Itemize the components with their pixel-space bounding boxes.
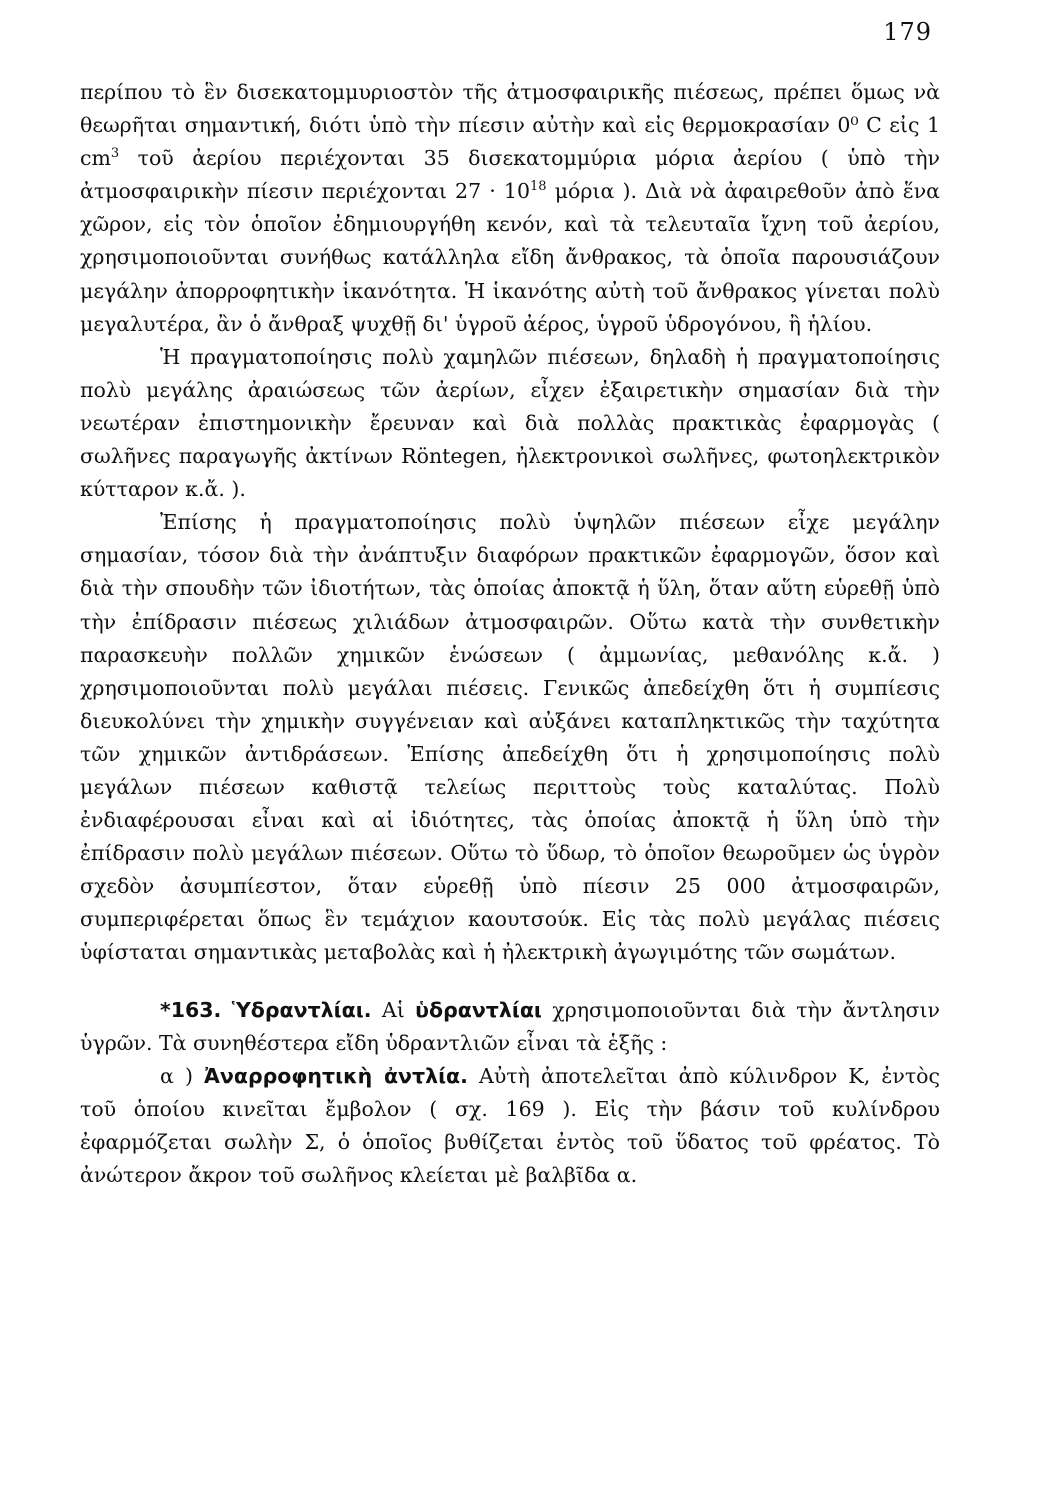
section-heading-paragraph bbox=[80, 994, 940, 1060]
text-run: Αὐτὴ ἀποτελεῖται ἀπὸ κύλινδρον Κ, ἐντὸς τοῦ ὁποίου κινεῖται ἔμβολον ( σχ. 169 ). Εἰς τὴν βάσιν τοῦ κυλίνδρου ἐφαρμόζεται σωλὴν Σ, ὁ ὁποῖος βυθίζεται ἐντὸς τοῦ ὕδατος τοῦ φρέατος. Τὸ ἀνώτερον ἄκρον τοῦ σωλῆνος κλείεται μὲ βαλβῖδα α. bbox=[80, 1063, 940, 1187]
superscript-exponent: 3 bbox=[110, 146, 120, 162]
text-run: τοῦ ἀερίου περιέχονται 35 δισεκατομμύρια μόρια ἀερίου ( ὑπὸ τὴν ἀτμοσφαιρικὴν πίεσιν περιέχονται 27 · 10 bbox=[80, 146, 940, 204]
item-title: Ἀναρροφητικὴ ἀντλία. bbox=[204, 1063, 468, 1088]
page-body bbox=[80, 76, 940, 1192]
paragraph-vacuum-continuation bbox=[80, 76, 940, 341]
paragraph-suction-pump bbox=[80, 1060, 940, 1192]
section-number: *163. bbox=[160, 997, 222, 1022]
superscript-exponent: 18 bbox=[530, 179, 547, 195]
text-run: μόρια ). Διὰ νὰ ἀφαιρεθοῦν ἀπὸ ἕνα χῶρον, εἰς τὸν ὁποῖον ἐδημιουργήθη κενόν, καὶ τὰ τελευταῖα ἴχνη τοῦ ἀερίου, χρησιμοποιοῦνται συνήθως κατάλληλα εἴδη ἄνθρακος, τὰ ὁποῖα παρουσιάζουν μεγάλην ἀπορροφητικὴν ἱκανότητα. Ἡ ἱκανότης αὐτὴ τοῦ ἄνθρακος γίνεται πολὺ μεγαλυτέρα, ἂν ὁ ἄνθραξ ψυχθῇ δι' ὑγροῦ ἀέρος, ὑγροῦ ὑδρογόνου, ἢ ἡλίου. bbox=[80, 179, 940, 336]
section-title: Ὑδραντλίαι. bbox=[231, 997, 372, 1022]
text-run: χρησιμοποιοῦνται διὰ τὴν ἄντλησιν ὑγρῶν. Τὰ συνηθέστερα εἴδη ὑδραντλιῶν εἶναι τὰ ἑξῆς : bbox=[80, 997, 940, 1055]
paragraph-low-pressure: Ἡ πραγματοποίησις πολὺ χαμηλῶν πιέσεων, δηλαδὴ ἡ πραγματοποίησις πολὺ μεγάλης ἀραιώσεως τῶν ἀερίων, εἶχεν ἐξαιρετικὴν σημασίαν διὰ τὴν νεωτέραν ἐπιστημονικὴν ἔρευναν καὶ διὰ πολλὰς πρακτικὰς ἐφαρμογὰς ( σωλῆνες παραγωγῆς ἀκτίνων Röntegen, ἠλεκτρονικοὶ σωλῆνες, φωτοηλεκτρικὸν κύτταρον κ.ἄ. ). bbox=[80, 344, 940, 502]
paragraph-high-pressure: Ἐπίσης ἡ πραγματοποίησις πολὺ ὑψηλῶν πιέσεων εἶχε μεγάλην σημασίαν, τόσον διὰ τὴν ἀνάπτυξιν διαφόρων πρακτικῶν ἐφαρμογῶν, ὅσον καὶ διὰ τὴν σπουδὴν τῶν ἰδιοτήτων, τὰς ὁποίας ἀποκτᾷ ἡ ὕλη, ὅταν αὕτη εὑρεθῇ ὑπὸ τὴν ἐπίδρασιν πιέσεως χιλιάδων ἀτμοσφαιρῶν. Οὕτω κατὰ τὴν συνθετικὴν παρασκευὴν πολλῶν χημικῶν ἑνώσεων ( ἀμμωνίας, μεθανόλης κ.ἄ. ) χρησιμοποιοῦνται πολὺ μεγάλαι πιέσεις. Γενικῶς ἀπεδείχθη ὅτι ἡ συμπίεσις διευκολύνει τὴν χημικὴν συγγένειαν καὶ αὐξάνει καταπληκτικῶς τὴν ταχύτητα τῶν χημικῶν ἀντιδράσεων. Ἐπίσης ἀπεδείχθη ὅτι ἡ χρησιμοποίησις πολὺ μεγάλων πιέσεων καθιστᾷ τελείως περιττοὺς τοὺς καταλύτας. Πολὺ ἐνδιαφέρουσαι εἶναι καὶ αἱ ἰδιότητες, τὰς ὁποίας ἀποκτᾷ ἡ ὕλη ὑπὸ τὴν ἐπίδρασιν πολὺ μεγάλων πιέσεων. Οὕτω τὸ ὕδωρ, τὸ ὁποῖον θεωροῦμεν ὡς ὑγρὸν σχεδὸν ἀσυμπίεστον, ὅταν εὑρεθῇ ὑπὸ πίεσιν 25 000 ἀτμοσφαιρῶν, συμπεριφέρεται ὅπως ἓν τεμάχιον καουτσούκ. Εἰς τὰς πολὺ μεγάλας πιέσεις ὑφίσταται σημαντικὰς μεταβολὰς καὶ ἡ ἠλεκτρικὴ ἀγωγιμότης τῶν σωμάτων. bbox=[80, 510, 940, 965]
page-number: 179 bbox=[883, 18, 932, 46]
list-marker: α ) bbox=[160, 1063, 205, 1088]
text-run: Αἱ bbox=[371, 997, 416, 1022]
text-run: περίπου τὸ ἓν δισεκατομμυριοστὸν τῆς ἀτμοσφαιρικῆς πιέσεως, πρέπει ὅμως νὰ θεωρῆται σημαντική, διότι ὑπὸ τὴν πίεσιν αὐτὴν καὶ εἰς θερμοκρασίαν 0⁰ C εἰς 1 cm bbox=[80, 80, 940, 171]
bold-term: ὑδραντλίαι bbox=[415, 997, 542, 1022]
